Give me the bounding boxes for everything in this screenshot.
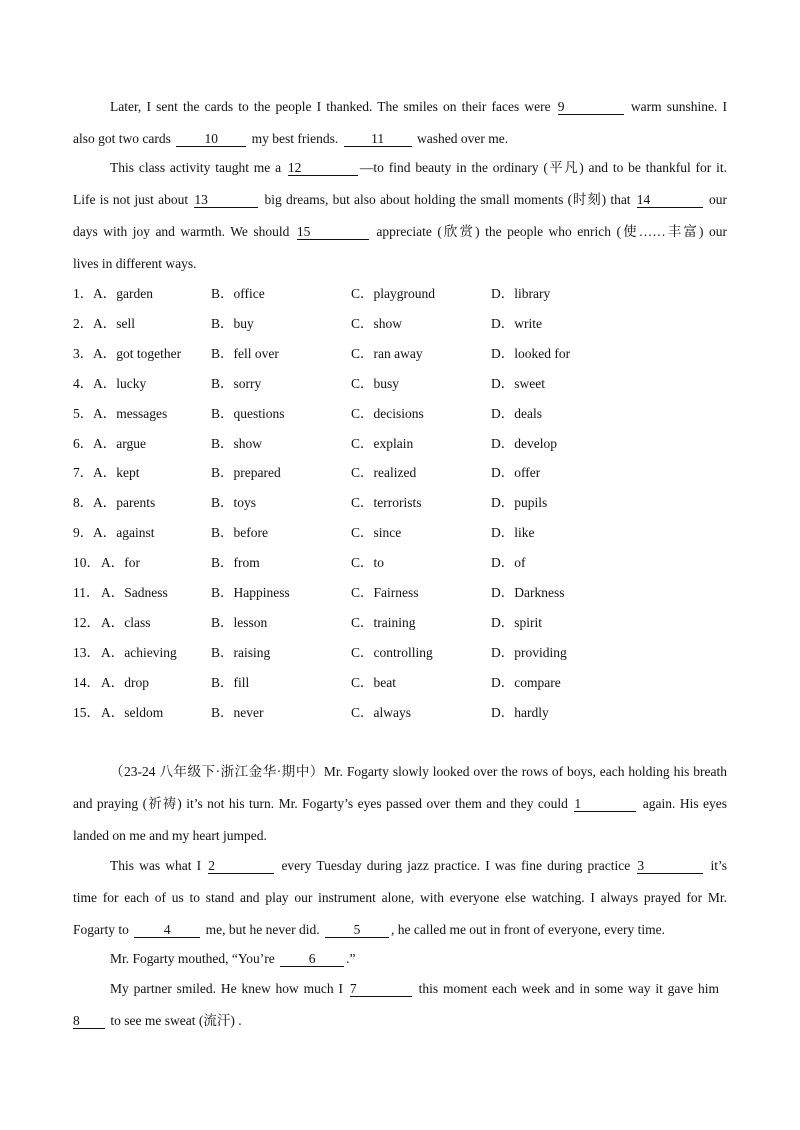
text-segment: it’s	[710, 858, 727, 873]
option-d: D．offer	[491, 465, 541, 481]
passage2-line5: time for each of us to stand and play our instrument alone, with everyone else watching. I always prayed for Mr.	[73, 890, 727, 905]
passage2-line4	[110, 858, 727, 874]
option-row	[73, 495, 727, 511]
text-segment: days with joy and warmth. We should	[73, 224, 290, 239]
option-d: D．like	[491, 525, 535, 541]
option-d: D．pupils	[491, 495, 548, 511]
text-segment: Later, I sent the cards to the people I thanked. The smiles on their faces were	[110, 99, 551, 114]
option-b: B．sorry	[211, 375, 262, 391]
text-segment: this moment each week and in some way it gave him	[418, 981, 719, 996]
question-number: 5．	[73, 405, 94, 421]
option-row	[73, 645, 727, 661]
option-d: D．deals	[491, 405, 542, 421]
option-b: B．toys	[211, 495, 257, 511]
question-number: 2．	[73, 315, 94, 331]
option-row	[73, 615, 727, 631]
question-number: 12．	[73, 614, 100, 630]
option-row	[73, 376, 727, 392]
text-segment: warm sunshine. I	[630, 99, 728, 114]
option-b: B．questions	[211, 405, 285, 421]
blank-10: 10	[176, 132, 246, 147]
option-d: D．spirit	[491, 614, 543, 630]
option-a: A．for	[101, 555, 140, 571]
option-row	[73, 286, 727, 302]
option-c: C．to	[351, 555, 385, 571]
passage1-line1	[110, 99, 727, 115]
passage2-line6	[73, 922, 665, 938]
text-segment: our	[709, 192, 727, 207]
option-c: C．decisions	[351, 405, 424, 421]
question-number: 11．	[73, 585, 100, 600]
option-c: C．since	[351, 525, 402, 541]
text-segment: washed over me.	[416, 131, 509, 146]
option-a: A．kept	[93, 465, 140, 481]
option-b: B．buy	[211, 315, 254, 331]
option-a: A．parents	[93, 495, 156, 511]
text-segment: me, but he never did.	[205, 922, 320, 937]
option-row	[73, 346, 727, 362]
passage1-line2	[73, 131, 508, 147]
text-segment: , he called me out in front of everyone, every time.	[390, 922, 665, 937]
question-number: 15．	[73, 704, 100, 720]
option-a: A．argue	[93, 435, 146, 451]
blank-4: 4	[134, 923, 200, 938]
option-d: D．hardly	[491, 704, 549, 720]
blank-8: 8	[73, 1014, 105, 1029]
question-number: 1．	[73, 286, 94, 301]
option-c: C．Fairness	[351, 585, 419, 600]
question-number: 9．	[73, 525, 94, 541]
text-segment: to see me sweat (流汗) .	[110, 1013, 242, 1028]
blank-9: 9	[558, 100, 624, 115]
option-a: A．against	[93, 525, 155, 541]
option-row	[73, 316, 727, 332]
option-a: A．class	[101, 614, 151, 630]
passage2-line7	[110, 951, 356, 967]
option-a: A．Sadness	[101, 585, 168, 600]
blank-3: 3	[637, 859, 703, 874]
option-a: A．garden	[93, 286, 153, 301]
option-c: C．playground	[351, 286, 435, 301]
option-b: B．prepared	[211, 465, 281, 481]
option-c: C．always	[351, 704, 411, 720]
question-number: 7．	[73, 465, 94, 481]
option-b: B．from	[211, 555, 260, 571]
option-b: B．fell over	[211, 345, 279, 361]
question-number: 6．	[73, 435, 94, 451]
text-segment: Mr. Fogarty mouthed, “You’re	[110, 951, 275, 966]
blank-7: 7	[350, 982, 412, 997]
text-segment: Life is not just about	[73, 192, 189, 207]
passage1-line3	[110, 160, 727, 176]
option-c: C．realized	[351, 465, 417, 481]
blank-11: 11	[344, 132, 412, 147]
option-c: C．terrorists	[351, 495, 422, 511]
option-d: D．looked for	[491, 345, 571, 361]
text-segment: and praying (祈祷) it’s not his turn. Mr. Fogarty’s eyes passed over them and they could	[73, 796, 568, 811]
blank-13: 13	[194, 193, 258, 208]
option-row	[73, 555, 727, 571]
option-c: C．explain	[351, 435, 414, 451]
option-d: D．compare	[491, 674, 561, 690]
text-segment: again. His eyes	[642, 796, 728, 811]
text-segment: also got two cards	[73, 131, 171, 146]
text-segment: This was what I	[110, 858, 202, 873]
option-a: A．sell	[93, 315, 135, 331]
blank-1: 1	[574, 797, 636, 812]
question-number: 13．	[73, 644, 100, 660]
option-c: C．show	[351, 315, 403, 331]
option-b: B．before	[211, 525, 268, 541]
blank-5: 5	[325, 923, 389, 938]
text-segment: Fogarty to	[73, 922, 129, 937]
text-segment: —to find beauty in the ordinary (平凡) and to be thankful for it.	[359, 160, 727, 175]
question-number: 14．	[73, 674, 100, 690]
text-segment: every Tuesday during jazz practice. I was fine during practice	[281, 858, 631, 873]
option-a: A．messages	[93, 405, 168, 421]
passage1-line5	[73, 224, 727, 240]
text-segment: My partner smiled. He knew how much I	[110, 981, 343, 996]
text-segment: appreciate (欣赏) the people who enrich (使……丰富) our	[376, 224, 727, 239]
option-row	[73, 406, 727, 422]
option-b: B．never	[211, 704, 264, 720]
blank-6: 6	[280, 952, 344, 967]
text-segment: This class activity taught me a	[110, 160, 282, 175]
text-segment: big dreams, but also about holding the small moments (时刻) that	[264, 192, 631, 207]
option-d: D．develop	[491, 435, 557, 451]
option-d: D．sweet	[491, 375, 545, 391]
question-number: 10．	[73, 555, 100, 571]
text-segment: my best friends.	[251, 131, 339, 146]
option-a: A．seldom	[101, 704, 164, 720]
option-b: B．fill	[211, 674, 250, 690]
option-c: C．ran away	[351, 345, 423, 361]
option-d: D．Darkness	[491, 585, 565, 600]
option-b: B．office	[211, 286, 265, 301]
passage1-line4	[73, 192, 727, 208]
passage2-line1: （23-24 八年级下·浙江金华·期中）Mr. Fogarty slowly looked over the rows of boys, each holding his breath	[110, 764, 727, 779]
passage2-line2	[73, 796, 727, 812]
option-row	[73, 436, 727, 452]
question-number: 4．	[73, 375, 94, 391]
option-d: D．providing	[491, 644, 567, 660]
option-a: A．lucky	[93, 375, 147, 391]
option-d: D．write	[491, 315, 542, 331]
option-c: C．controlling	[351, 644, 433, 660]
option-b: B．lesson	[211, 614, 268, 630]
blank-14: 14	[637, 193, 703, 208]
option-a: A．got together	[93, 345, 182, 361]
option-a: A．achieving	[101, 644, 177, 660]
blank-15: 15	[297, 225, 369, 240]
passage2-line3: landed on me and my heart jumped.	[73, 828, 267, 843]
option-c: C．busy	[351, 375, 400, 391]
option-b: B．Happiness	[211, 585, 290, 600]
question-number: 8．	[73, 495, 94, 511]
option-c: C．beat	[351, 674, 396, 690]
option-row	[73, 525, 727, 541]
blank-12: 12	[288, 161, 358, 176]
passage2-line8	[110, 981, 719, 997]
passage1-line6: lives in different ways.	[73, 256, 197, 271]
blank-2: 2	[208, 859, 274, 874]
option-a: A．drop	[101, 674, 149, 690]
option-row	[73, 705, 727, 721]
option-b: B．raising	[211, 644, 271, 660]
option-d: D．of	[491, 555, 526, 571]
text-segment: .”	[346, 951, 356, 966]
option-d: D．library	[491, 286, 551, 301]
option-row	[73, 585, 727, 601]
option-b: B．show	[211, 435, 263, 451]
question-number: 3．	[73, 345, 94, 361]
option-c: C．training	[351, 614, 416, 630]
option-row	[73, 465, 727, 481]
passage2-line9	[73, 1013, 242, 1029]
option-row	[73, 675, 727, 691]
